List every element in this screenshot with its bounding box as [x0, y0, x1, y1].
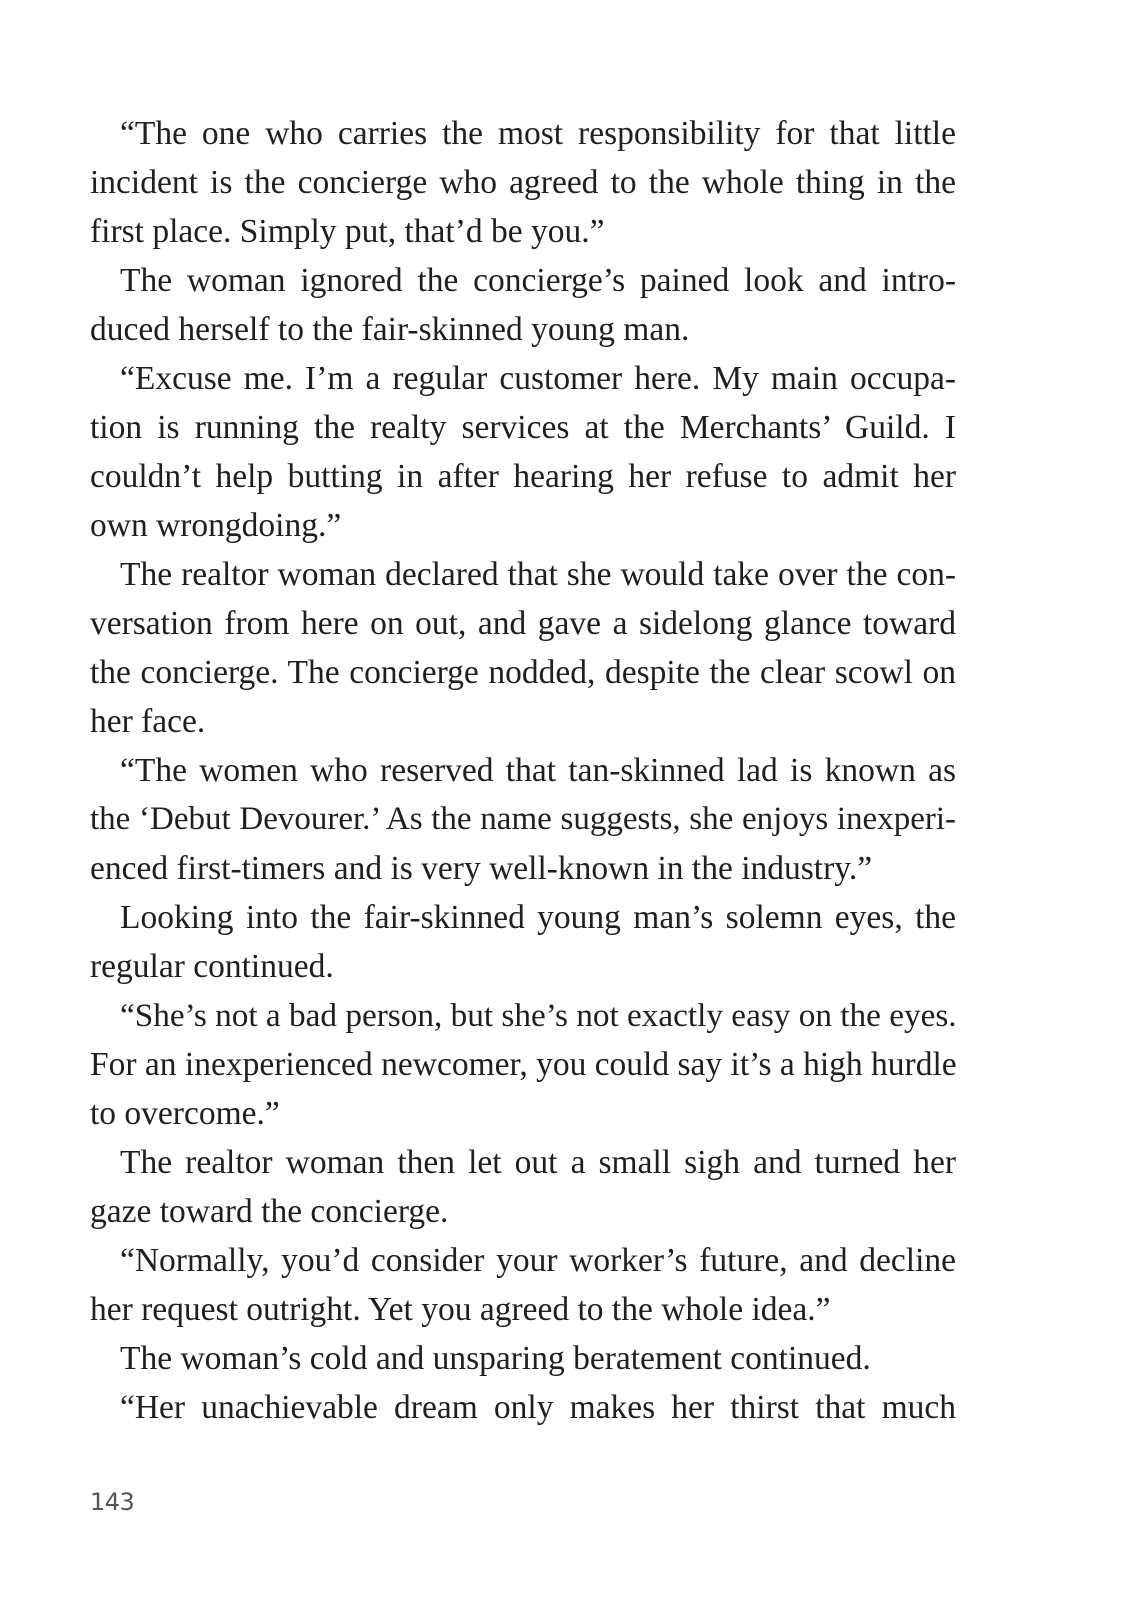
- text-line: “Excuse me. I’m a regular customer here. My main occupa-: [120, 360, 956, 397]
- text-line: incident is the concierge who agreed to the whole thing in the: [90, 164, 956, 201]
- body-text: [90, 109, 956, 1432]
- text-line: “The women who reserved that tan-skinned lad is known as: [120, 752, 956, 789]
- text-line: her request outright. Yet you agreed to the whole idea.”: [90, 1291, 831, 1328]
- text-line: The realtor woman declared that she would take over the con-: [120, 556, 956, 593]
- text-line: “The one who carries the most responsibility for that little: [120, 115, 956, 152]
- text-line: “She’s not a bad person, but she’s not exactly easy on the eyes.: [120, 997, 957, 1034]
- text-line: “Her unachievable dream only makes her thirst that much: [120, 1389, 956, 1426]
- text-line: The realtor woman then let out a small sigh and turned her: [120, 1144, 956, 1181]
- text-line: versation from here on out, and gave a sidelong glance toward: [90, 605, 956, 642]
- text-line: The woman ignored the concierge’s pained look and intro-: [120, 262, 956, 299]
- text-line: couldn’t help butting in after hearing her refuse to admit her: [90, 458, 956, 495]
- text-line: Looking into the fair-skinned young man’s solemn eyes, the: [120, 899, 956, 936]
- text-line: duced herself to the fair-skinned young man.: [90, 311, 690, 348]
- text-line: gaze toward the concierge.: [90, 1193, 449, 1230]
- text-line: the concierge. The concierge nodded, despite the clear scowl on: [90, 654, 956, 691]
- text-line: her face.: [90, 703, 206, 740]
- text-line: the ‘Debut Devourer.’ As the name suggests, she enjoys inexperi-: [90, 801, 956, 837]
- text-line: regular continued.: [90, 948, 334, 985]
- text-line: enced first-timers and is very well-known in the industry.”: [90, 850, 873, 887]
- text-line: For an inexperienced newcomer, you could say it’s a high hurdle: [90, 1046, 957, 1083]
- text-line: first place. Simply put, that’d be you.”: [90, 213, 605, 250]
- text-line: to overcome.”: [90, 1095, 280, 1132]
- page-number: 143: [90, 1488, 135, 1516]
- text-line: tion is running the realty services at the Merchants’ Guild. I: [90, 409, 956, 446]
- text-line: The woman’s cold and unsparing beratement continued.: [120, 1340, 871, 1377]
- text-line: own wrongdoing.”: [90, 507, 342, 544]
- text-line: “Normally, you’d consider your worker’s future, and decline: [120, 1242, 956, 1279]
